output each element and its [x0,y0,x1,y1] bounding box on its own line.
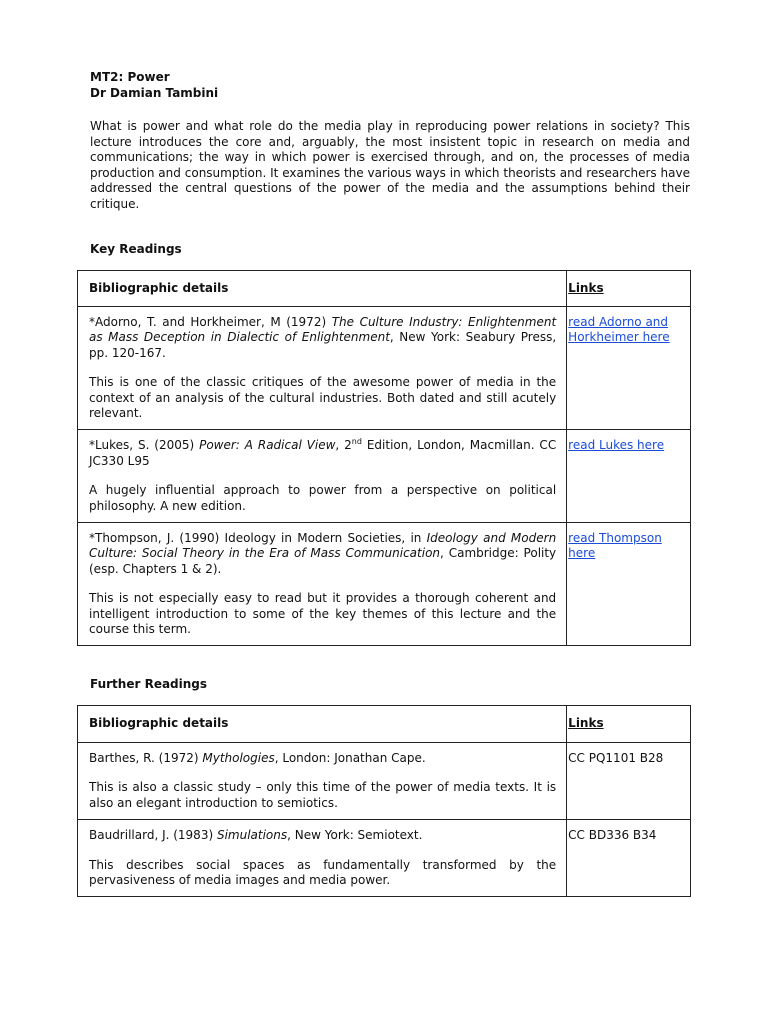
further-readings-title: Further Readings [90,677,208,692]
reading-link-thompson[interactable]: read Thompson here [568,531,662,561]
reading-note: This is one of the classic critiques of the awesome power of media in the context of an analysis of the cultural industries. Both dated and still acutely relevant. [89,375,557,420]
reading-link-cell [567,523,691,646]
reading-title: Ideology and Modern Culture: Social Theory in the Era of Mass Communication [89,531,557,561]
reading-link-adorno[interactable]: read Adorno and Horkheimer here [568,314,670,345]
reading-title: Power: A Radical View [199,438,336,453]
table-row [78,820,691,897]
reading-reference: *Thompson, J. (1990) Ideology in Modern Societies, in Ideology and Modern Culture: Social Theory in the Era of Mass Communication, Cambridge: Polity (esp. Chapters 1 & 2). [89,531,557,576]
reading-note: This is not especially easy to read but it provides a thorough coherent and intelligent introduction to some of the key themes of this lecture and the course this term. [89,591,557,637]
reading-details [78,742,567,819]
reading-reference: Baudrillard, J. (1983) Simulations, New York: Semiotext. [89,828,423,843]
reading-details [78,820,567,897]
reading-link-cell [567,430,691,523]
reading-details [78,306,567,429]
reading-reference: *Adorno, T. and Horkheimer, M (1972) The Culture Industry: Enlightenment as Mass Deception in Dialectic of Enlightenment, New York: Seabury Press, pp. 120-167. [89,314,557,360]
table-row [78,430,691,523]
reading-link-cell [567,306,691,429]
reading-shelfmark: CC BD336 B34 [567,820,691,897]
table-header-row [78,270,691,306]
intro-paragraph: What is power and what role do the media play in reproducing power relations in society? This lecture introduces the core and, arguably, the most insistent topic in research on media and communications; the way in which power is exercised through, and on, the processes of media production and consumption. It examines the various ways in which theorists and researchers have addressed the central questions of the power of the media and the assumptions behind their critique. [90,119,690,211]
header-links: Links [567,270,691,306]
header-links: Links [567,706,691,742]
table-row [78,742,691,819]
header-details: Bibliographic details [78,706,567,742]
reading-note: This is also a classic study – only this time of the power of media texts. It is also an elegant introduction to semiotics. [89,780,557,810]
reading-title: Simulations [216,828,288,843]
document-page [90,69,690,897]
reading-details [78,523,567,646]
reading-details [78,430,567,523]
reading-note: This describes social spaces as fundamentally transformed by the pervasiveness of media images and media power. [89,857,557,887]
further-readings-table [77,705,691,897]
table-header-row [78,706,691,742]
reading-note: A hugely influential approach to power from a perspective on political philosophy. A new edition. [89,483,557,513]
key-readings-title: Key Readings [90,241,182,256]
reading-title: Mythologies [202,750,275,765]
table-row [78,523,691,646]
course-title: MT2: Power [90,70,170,84]
reading-shelfmark: CC PQ1101 B28 [567,742,691,819]
reading-title: The Culture Industry: Enlightenment as Mass Deception in Dialectic of Enlightenment [89,314,557,345]
reading-reference: *Lukes, S. (2005) Power: A Radical View, 2nd Edition, London, Macmillan. CC JC330 L95 [89,437,557,468]
table-row [78,306,691,429]
reading-link-lukes[interactable]: read Lukes here [568,438,665,453]
lecturer-name: Dr Damian Tambini [90,86,219,100]
reading-reference: Barthes, R. (1972) Mythologies, London: Jonathan Cape. [89,750,426,765]
header-details: Bibliographic details [78,270,567,306]
key-readings-table [77,270,691,647]
